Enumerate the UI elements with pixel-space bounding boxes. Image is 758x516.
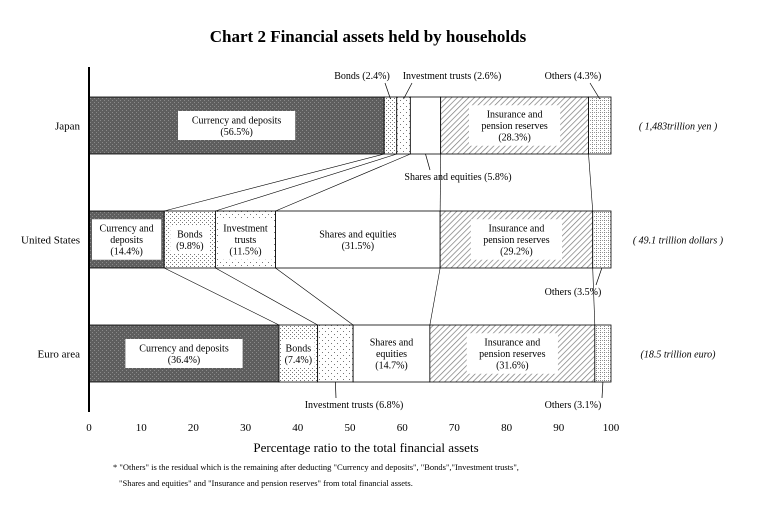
segment-label: (9.8%) [176,240,204,252]
segment-label: Bonds [285,343,312,355]
callout-label: Shares and equities (5.8%) [404,172,512,183]
segment-label: Insurance and [488,223,545,235]
segment-label: Currency and deposits [139,343,229,355]
bar-united-states-others [593,211,611,268]
x-tick-label: 70 [448,422,460,434]
connector-line [276,268,354,325]
segment-label: Insurance and [484,337,541,349]
category-label-japan: Japan [54,120,80,133]
connector-line [164,268,279,325]
segment-label: equities [375,349,408,360]
segment-label: Investment [223,223,268,235]
segment-label: Shares and [369,337,414,349]
segment-label: Currency and deposits [191,115,282,127]
callout-label: Investment trusts (6.8%) [304,400,404,411]
category-label-euro-area: Euro area [37,348,80,361]
callout-leader-line [590,83,600,99]
category-labels [21,121,80,361]
x-tick-label: 80 [501,422,513,434]
x-tick-label: 10 [135,422,147,434]
segment-label: trusts [234,235,257,246]
callout-leader-line [426,154,430,170]
segment-label: (11.5%) [229,246,262,258]
x-axis-ticks [86,422,620,434]
callout-label: Investment trusts (2.6%) [402,71,502,82]
x-tick-label: 100 [602,422,620,434]
x-tick-label: 60 [396,422,408,434]
segment-label: Bonds [177,229,203,241]
connector-line [215,154,396,211]
callout-leader-line [404,83,412,99]
segment-label: (31.5%) [341,240,375,252]
connector-line [276,154,411,211]
segment-label: Currency and [99,223,154,235]
x-tick-label: 30 [240,422,252,434]
callout-leader-line [596,268,602,285]
bar-japan-others [589,97,611,154]
segment-label: pension reserves [479,349,546,360]
segment-label: (28.3%) [498,132,531,144]
x-axis-label: Percentage ratio to the total financial assets [253,440,479,455]
callout-label: Others (4.3%) [544,71,602,82]
footnote-line-1: * "Others" is the residual which is the remaining after deducting "Currency and deposits", "Bonds","Investment trusts", [113,462,519,472]
x-tick-label: 50 [344,422,356,434]
total-label-japan: ( 1,483trillion yen ) [638,121,718,133]
footnote-line-2: "Shares and equities" and "Insurance and pension reserves" from total financial assets. [119,478,413,488]
x-tick-label: 20 [187,422,199,434]
total-label-united-states: ( 49.1 trillion dollars ) [632,235,724,247]
bar-euro-area-investment-trusts [318,325,353,382]
connector-line [430,268,440,325]
connector-line [215,268,317,325]
callout-leader-line [602,382,603,398]
segment-label: Shares and equities [319,229,397,241]
callout-leader-line [335,382,336,398]
segment-label: (36.4%) [167,354,201,366]
callout-label: Bonds (2.4%) [334,71,390,82]
segment-label: (7.4%) [284,354,313,366]
segment-label: (14.4%) [110,246,143,258]
x-tick-label: 40 [292,422,304,434]
segment-label: (14.7%) [375,360,408,372]
callout-leader-line [385,83,390,99]
segment-label: Insurance and [486,109,543,121]
segment-label: (56.5%) [220,126,253,138]
segment-label: pension reserves [481,121,548,132]
callout-label: Others (3.1%) [544,400,602,411]
total-labels [633,122,724,361]
connector-line [164,154,384,211]
segment-label: deposits [110,235,144,246]
category-label-united-states: United States [21,234,80,247]
segment-label: (31.6%) [496,360,529,372]
x-tick-label: 0 [86,422,92,434]
bar-euro-area-others [595,325,611,382]
bar-japan-shares-and-equities [410,97,440,154]
bar-japan-bonds [384,97,397,154]
bar-japan-investment-trusts [397,97,411,154]
x-tick-label: 90 [553,422,565,434]
chart-title: Chart 2 Financial assets held by households [209,27,527,46]
callout-label: Others (3.5%) [544,287,602,298]
connector-line [589,154,593,211]
segment-label: (29.2%) [500,246,533,258]
segment-label: pension reserves [483,235,550,246]
total-label-euro-area: (18.5 trillion euro) [640,349,716,361]
